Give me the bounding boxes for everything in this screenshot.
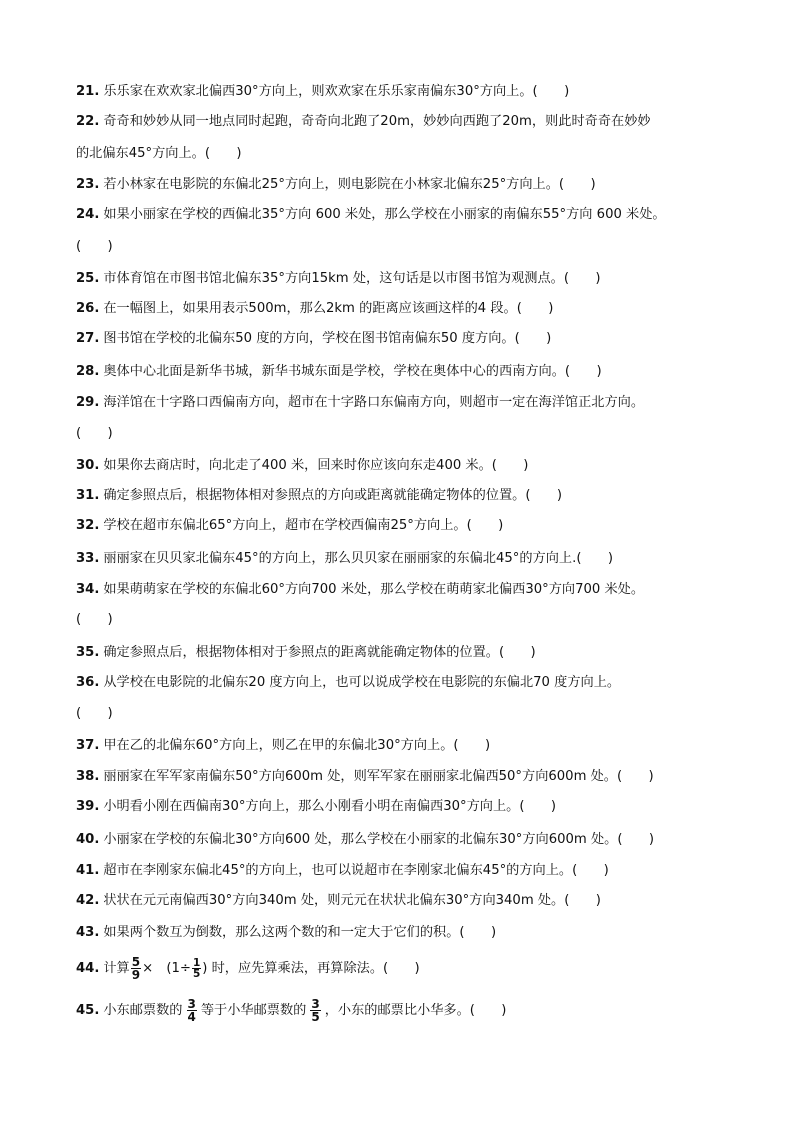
fraction-five-ninths bbox=[131, 956, 141, 981]
question-44 bbox=[76, 952, 726, 986]
question-text: 乐乐家在欢欢家北偏西30°方向上，则欢欢家在乐乐家南偏东30°方向上。( ) bbox=[103, 84, 570, 99]
question-22-continuation: 的北偏东45°方向上。( ) bbox=[76, 146, 242, 161]
question-39 bbox=[76, 792, 726, 822]
question-number: 33. bbox=[76, 551, 100, 566]
question-text: 从学校在电影院的北偏东20 度方向上，也可以说成学校在电影院的东偏北70 度方向上。 bbox=[103, 675, 621, 690]
fraction-numerator: 1 bbox=[192, 956, 201, 969]
question-number: 40. bbox=[76, 832, 100, 847]
question-26 bbox=[76, 294, 726, 324]
question-43 bbox=[76, 918, 726, 948]
question-number: 24. bbox=[76, 207, 100, 222]
fraction-one-fifth bbox=[192, 958, 201, 979]
question-25 bbox=[76, 264, 726, 294]
question-text: 确定参照点后，根据物体相对于参照点的距离就能确定物体的位置。( ) bbox=[103, 645, 536, 660]
question-21 bbox=[76, 77, 726, 107]
question-text: 状状在元元南偏西30°方向340m 处，则元元在状状北偏东30°方向340m 处。( ) bbox=[103, 893, 601, 908]
question-text: 市体育馆在市图书馆北偏东35°方向15km 处，这句话是以市图书馆为观测点。( ) bbox=[103, 271, 601, 286]
question-number: 23. bbox=[76, 177, 100, 192]
question-36-continuation: ( ) bbox=[76, 706, 113, 721]
question-number: 27. bbox=[76, 331, 100, 346]
fraction-numerator: 3 bbox=[311, 996, 320, 1011]
question-number: 25. bbox=[76, 271, 100, 286]
question-30 bbox=[76, 451, 726, 481]
question-text-middle: × (1÷ bbox=[142, 961, 191, 976]
question-27 bbox=[76, 324, 726, 354]
question-text: 如果萌萌家在学校的东偏北60°方向700 米处，那么学校在萌萌家北偏西30°方向700 米处。 bbox=[103, 582, 645, 597]
fraction-three-fifths bbox=[310, 998, 320, 1023]
question-number: 41. bbox=[76, 863, 100, 878]
question-31 bbox=[76, 481, 726, 511]
question-text-suffix: ，小东的邮票比小华多。( ) bbox=[324, 1003, 507, 1018]
question-text: 如果小丽家在学校的西偏北35°方向 600 米处，那么学校在小丽家的南偏东55°方向 600 米处。 bbox=[103, 207, 666, 222]
question-23 bbox=[76, 170, 726, 200]
question-29 bbox=[76, 388, 726, 418]
question-text: 丽丽家在军军家南偏东50°方向600m 处，则军军家在丽丽家北偏西50°方向600m 处。( ) bbox=[103, 769, 654, 784]
question-text: 甲在乙的北偏东60°方向上，则乙在甲的东偏北30°方向上。( ) bbox=[103, 738, 491, 753]
question-45 bbox=[76, 992, 726, 1030]
question-number: 21. bbox=[76, 84, 100, 99]
question-text: 海洋馆在十字路口西偏南方向，超市在十字路口东偏南方向，则超市一定在海洋馆正北方向。 bbox=[103, 395, 645, 410]
question-text: 若小林家在电影院的东偏北25°方向上，则电影院在小林家北偏东25°方向上。( ) bbox=[103, 177, 596, 192]
question-text: 图书馆在学校的北偏东50 度的方向，学校在图书馆南偏东50 度方向。( ) bbox=[103, 331, 552, 346]
question-number: 42. bbox=[76, 893, 100, 908]
fraction-three-quarters bbox=[187, 998, 197, 1023]
question-24-continuation: ( ) bbox=[76, 239, 113, 254]
question-38 bbox=[76, 762, 726, 792]
question-text: 奥体中心北面是新华书城，新华书城东面是学校，学校在奥体中心的西南方向。( ) bbox=[103, 364, 602, 379]
question-text: 超市在李刚家东偏北45°的方向上，也可以说超市在李刚家北偏东45°的方向上。( ) bbox=[103, 863, 609, 878]
question-32 bbox=[76, 511, 726, 541]
question-text-prefix: 计算 bbox=[103, 961, 130, 976]
question-text: 丽丽家在贝贝家北偏东45°的方向上，那么贝贝家在丽丽家的东偏北45°的方向上.( ) bbox=[103, 551, 613, 566]
question-number: 32. bbox=[76, 518, 100, 533]
fraction-numerator: 3 bbox=[187, 996, 196, 1011]
question-number: 35. bbox=[76, 645, 100, 660]
question-text: 如果你去商店时，向北走了400 米，回来时你应该向东走400 米。( ) bbox=[103, 458, 529, 473]
question-number: 43. bbox=[76, 925, 100, 940]
question-22 bbox=[76, 107, 726, 137]
question-number: 39. bbox=[76, 799, 100, 814]
question-text-middle: 等于小华邮票数的 bbox=[200, 1003, 307, 1018]
question-33 bbox=[76, 544, 726, 574]
question-text: 小丽家在学校的东偏北30°方向600 处，那么学校在小丽家的北偏东30°方向600m 处。( ) bbox=[103, 832, 654, 847]
question-number: 44. bbox=[76, 961, 100, 976]
question-text-suffix: ) 时，应先算乘法，再算除法。( ) bbox=[202, 961, 420, 976]
question-number: 31. bbox=[76, 488, 100, 503]
question-number: 26. bbox=[76, 301, 100, 316]
question-number: 29. bbox=[76, 395, 100, 410]
question-text: 小明看小刚在西偏南30°方向上，那么小刚看小明在南偏西30°方向上。( ) bbox=[103, 799, 557, 814]
question-40 bbox=[76, 825, 726, 855]
question-41 bbox=[76, 856, 726, 886]
question-number: 38. bbox=[76, 769, 100, 784]
question-35 bbox=[76, 638, 726, 668]
question-number: 45. bbox=[76, 1003, 100, 1018]
question-number: 22. bbox=[76, 114, 100, 129]
question-34-continuation: ( ) bbox=[76, 612, 113, 627]
question-text-prefix: 小东邮票数的 bbox=[103, 1003, 183, 1018]
question-28 bbox=[76, 357, 726, 387]
question-34 bbox=[76, 575, 726, 605]
question-29-continuation: ( ) bbox=[76, 426, 113, 441]
question-number: 36. bbox=[76, 675, 100, 690]
question-text: 在一幅图上，如果用表示500m，那么2km 的距离应该画这样的4 段。( ) bbox=[103, 301, 554, 316]
fraction-numerator: 5 bbox=[131, 954, 141, 969]
fraction-denominator: 9 bbox=[131, 967, 141, 982]
fraction-denominator: 5 bbox=[192, 967, 201, 980]
question-text: 学校在超市东偏北65°方向上，超市在学校西偏南25°方向上。( ) bbox=[103, 518, 504, 533]
question-24 bbox=[76, 200, 726, 230]
question-42 bbox=[76, 886, 726, 916]
question-text: 奇奇和妙妙从同一地点同时起跑，奇奇向北跑了20m，妙妙向西跑了20m，则此时奇奇在妙妙 bbox=[103, 114, 651, 129]
question-number: 34. bbox=[76, 582, 100, 597]
fraction-denominator: 4 bbox=[187, 1009, 196, 1024]
question-number: 30. bbox=[76, 458, 100, 473]
question-number: 37. bbox=[76, 738, 100, 753]
question-text: 如果两个数互为倒数，那么这两个数的和一定大于它们的积。( ) bbox=[103, 925, 497, 940]
question-number: 28. bbox=[76, 364, 100, 379]
question-text: 确定参照点后，根据物体相对参照点的方向或距离就能确定物体的位置。( ) bbox=[103, 488, 563, 503]
question-37 bbox=[76, 731, 726, 761]
fraction-denominator: 5 bbox=[311, 1009, 320, 1024]
question-36 bbox=[76, 668, 726, 698]
